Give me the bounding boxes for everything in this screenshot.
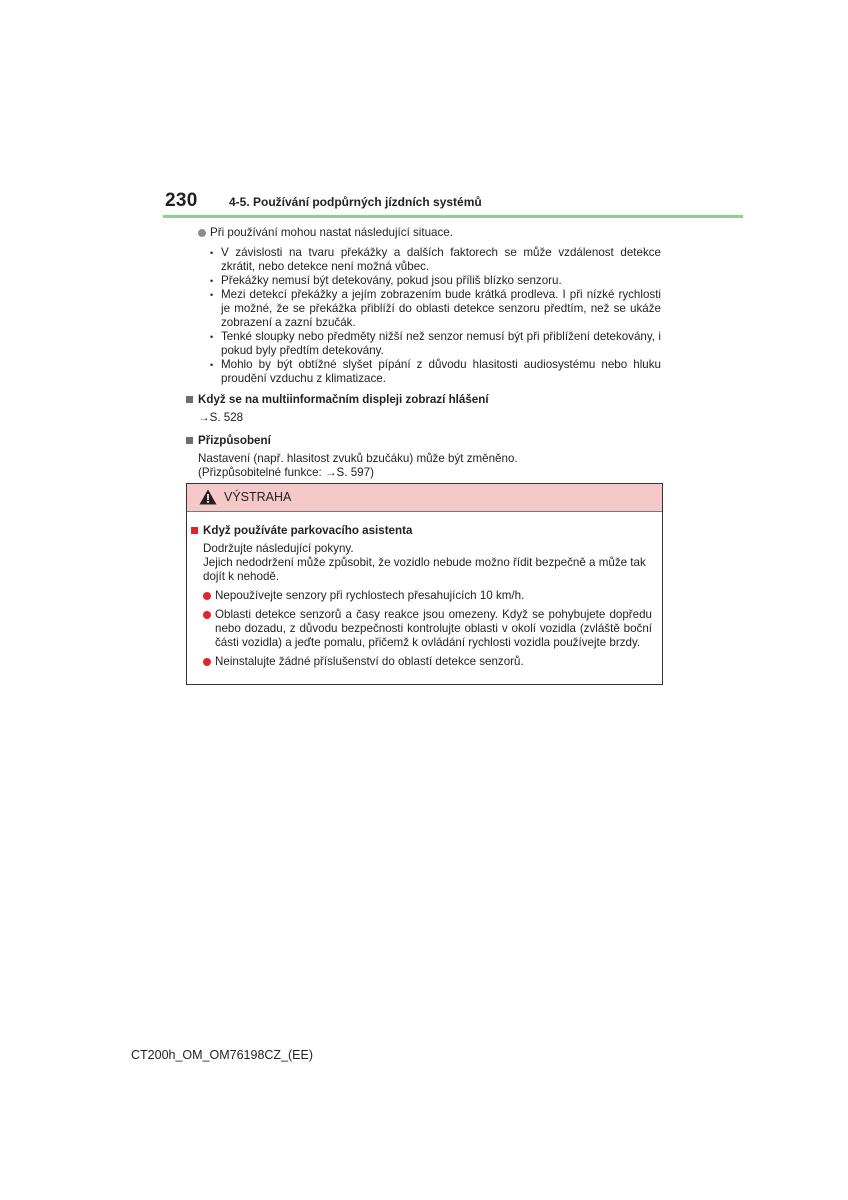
page-number: 230 xyxy=(165,190,198,211)
customization-text xyxy=(198,452,661,480)
warning-line: Jejich nedodržení může způsobit, že vozidlo nebude možno řídit bezpečně a může tak dojít k nehodě. xyxy=(203,556,646,583)
warning-body xyxy=(187,512,662,669)
warning-box xyxy=(186,483,663,685)
list-item: • Mezi detekcí překážky a jejím zobrazením bude krátká prodleva. I při nízké rychlosti je možné, že se překážka přiblíží do oblasti detekce senzoru předtím, než se ukáže zobrazení a zazní bzučák. xyxy=(210,288,661,330)
grey-bullet-icon xyxy=(198,229,206,237)
warning-item-text: Neinstalujte žádné příslušenství do oblastí detekce senzorů. xyxy=(215,655,524,668)
multi-display-heading-text: Když se na multiinformačním displeji zobrazí hlášení xyxy=(198,393,489,406)
list-item: • Překážky nemusí být detekovány, pokud jsou příliš blízko senzoru. xyxy=(210,274,661,288)
customization-heading-text: Přizpůsobení xyxy=(198,434,271,447)
header-divider xyxy=(163,215,743,218)
intro-lead xyxy=(198,226,661,240)
square-bullet-icon xyxy=(186,396,193,403)
section-title: 4-5. Používání podpůrných jízdních systémů xyxy=(229,195,482,209)
document-code: CT200h_OM_OM76198CZ_(EE) xyxy=(131,1048,314,1062)
customization-line: Nastavení (např. hlasitost zvuků bzučáku) může být změněno. xyxy=(198,452,518,465)
red-bullet-icon xyxy=(203,658,211,666)
red-bullet-icon xyxy=(203,592,211,600)
customization-heading xyxy=(186,434,661,448)
warning-heading-text: Když používáte parkovacího asistenta xyxy=(203,524,413,537)
red-bullet-icon xyxy=(203,611,211,619)
main-content xyxy=(186,226,661,480)
warning-item-text: Oblasti detekce senzorů a časy reakce jsou omezeny. Když se pohybujete dopředu nebo dozadu, z důvodu bezpečnosti kontrolujte oblasti v okolí vozidla (zvláště boční části vozidla) a jeďte pomalu, přičemž k ovládání rychlosti vozidla používejte brzdy. xyxy=(215,608,652,649)
list-item: • V závislosti na tvaru překážky a dalších faktorech se může vzdálenost detekce zkrátit, nebo detekce není možná vůbec. xyxy=(210,246,661,274)
customization-page-ref[interactable]: (Přizpůsobitelné funkce: →S. 597) xyxy=(198,466,374,479)
multi-display-page-ref[interactable]: →S. 528 xyxy=(198,411,244,424)
warning-heading xyxy=(191,524,652,538)
situation-list xyxy=(210,246,661,386)
warning-triangle-icon xyxy=(199,489,217,505)
warning-item xyxy=(203,655,652,669)
multi-display-heading xyxy=(186,393,661,407)
warning-intro xyxy=(203,542,652,584)
warning-header xyxy=(187,484,662,512)
warning-title: VÝSTRAHA xyxy=(224,490,292,504)
list-item: • Tenké sloupky nebo předměty nižší než senzor nemusí být při přiblížení detekovány, i pokud byly předtím detekovány. xyxy=(210,330,661,358)
warning-item xyxy=(203,608,652,650)
intro-lead-text: Při používání mohou nastat následující situace. xyxy=(210,226,453,239)
warning-line: Dodržujte následující pokyny. xyxy=(203,542,354,555)
square-bullet-icon xyxy=(186,437,193,444)
warning-item-text: Nepoužívejte senzory při rychlostech přesahujících 10 km/h. xyxy=(215,589,525,602)
list-item: • Mohlo by být obtížné slyšet pípání z důvodu hlasitosti audiosystému nebo hluku proudění vzduchu z klimatizace. xyxy=(210,358,661,386)
red-square-bullet-icon xyxy=(191,527,198,534)
warning-item xyxy=(203,589,652,603)
page-header xyxy=(0,0,848,220)
